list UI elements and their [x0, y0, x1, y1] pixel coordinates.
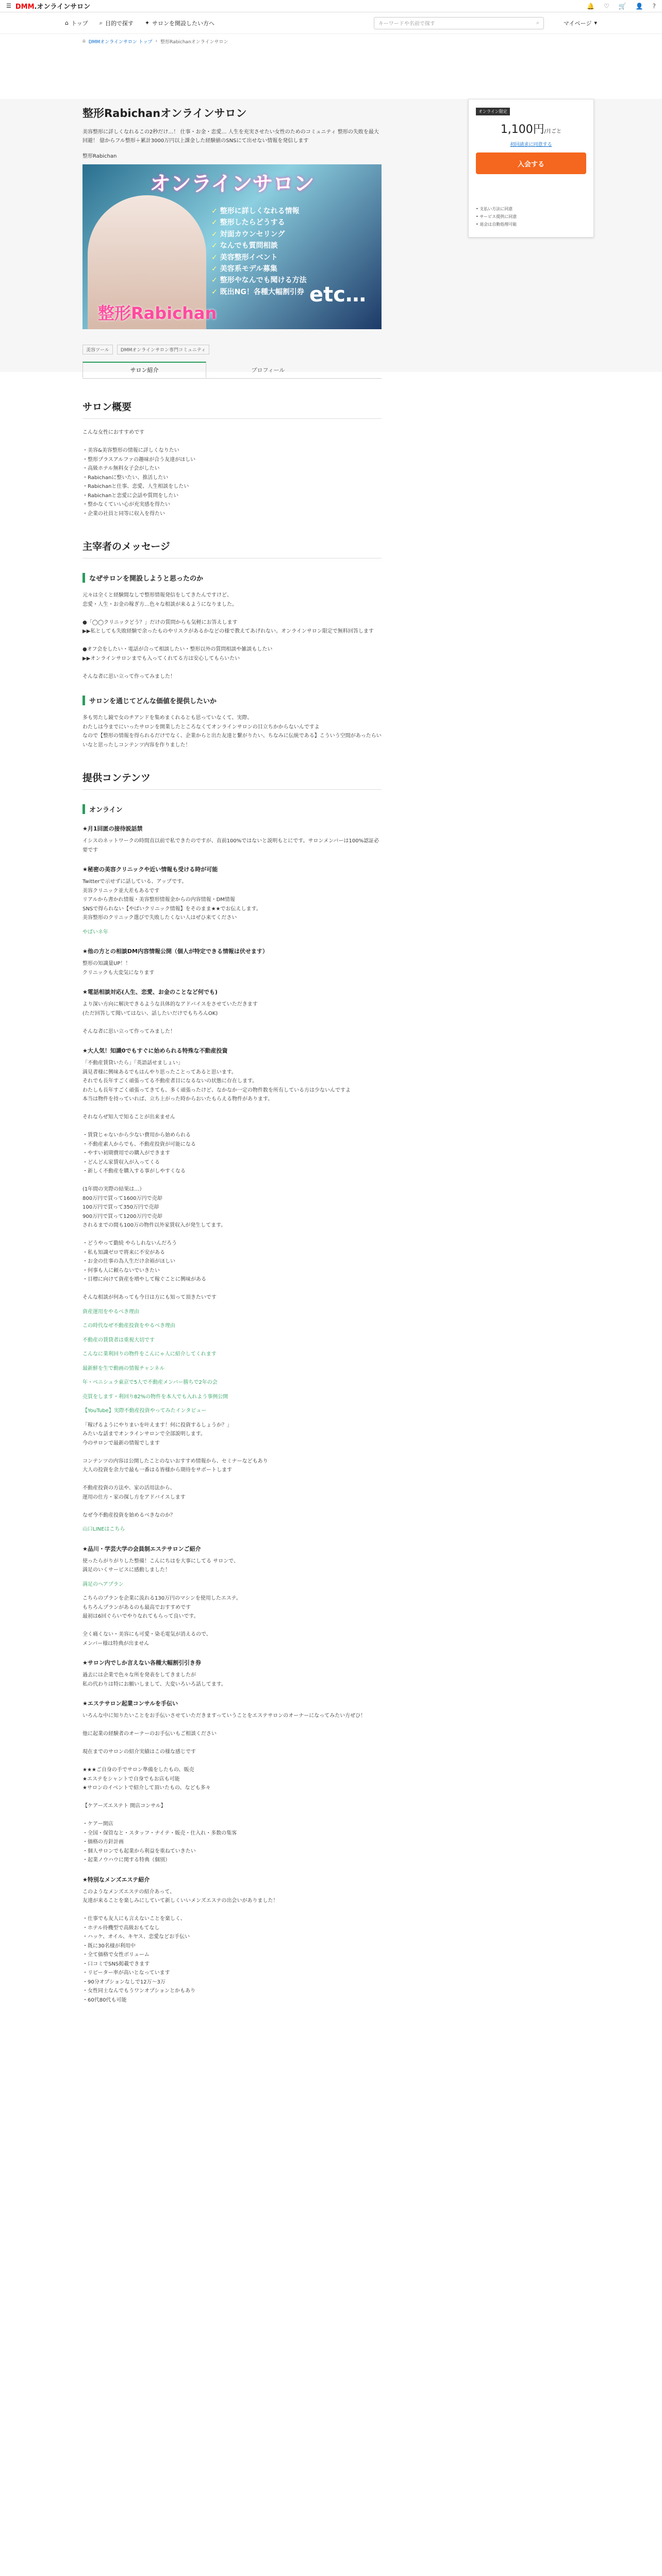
top-icons: [587, 3, 656, 10]
tag[interactable]: 美容ツール: [82, 345, 113, 354]
home-icon: ⌂: [65, 20, 69, 26]
home-icon: ⌂: [82, 39, 86, 44]
salon-banner: オンラインサロン ✓ 整形に詳しくなれる情報 ✓ 整形したらどうする ✓ 対面カウンセリング ✓ なんでも質問相談 ✓ 美容整形イベント ✓ 美容系モデル募集 ✓ 整形やなんでも聞ける方法 ✓ 既出NG！各種大幅割引券 etc… 整形Rabichan: [82, 164, 382, 329]
menu-icon[interactable]: ☰: [6, 3, 11, 9]
lightbulb-icon: ✦: [144, 20, 150, 26]
banner-feature-list: ✓ 整形に詳しくなれる情報 ✓ 整形したらどうする ✓ 対面カウンセリング ✓ なんでも質問相談 ✓ 美容整形イベント ✓ 美容系モデル募集 ✓ 整形やなんでも聞ける方法 ✓ 既出NG！各種大幅割引券: [211, 206, 307, 298]
tab-salon-intro[interactable]: サロン紹介: [82, 362, 206, 378]
nav-purpose[interactable]: ⌕ 目的で探す: [99, 19, 134, 27]
breadcrumb-current: 整形Rabichanオンラインサロン: [160, 39, 228, 45]
top-bar: [0, 0, 662, 12]
owner-name[interactable]: 整形Rabichan: [82, 154, 117, 159]
tab-profile[interactable]: プロフィール: [251, 367, 285, 374]
tag-list: [82, 345, 382, 354]
terms-link[interactable]: 初回請求に同意する: [510, 142, 552, 147]
main-content: 整形Rabichanオンラインサロン 美容整形に詳しくなれるこの2秒だけ…！ 仕事・お金・恋愛… 人生を充実させたい女性のためのコミュニティ 整形の失敗を最大回避！ 億からフル整形＋累計3000万円以上課金した経験値のSNSにて出せない情報を発信します 整形Rabichan オンラインサロン ✓ 整形に詳しくなれる情報 ✓ 整形したらどうする ✓ 対面カウンセリング ✓ なんでも質問相談 ✓ 美容整形イベント ✓ 美容系モデル募集 ✓ 整形やなんでも聞ける方法 ✓ 既出NG！各種大幅割引券 etc… 整形Rabichan 美容ツール DMMオンラインサロン専門コミュニティ サロン紹介 プロフィール サロン概要 こんな女性におすすめです ・美容&美容整形の情報に詳しくなりたい ・整形プラスアルファの趣味が合う友達がほしい ・高級ホテル無料女子会がしたい ・Rabichanに整いたい、推活したい ・Rabichanと仕事、恋愛、人生相談をしたい ・Rabichanと恋愛に会話や質問をしたい ・整かなくていい心が充実感を得たい ・企業の社員と同等に収入を得たい 主宰者のメッセージ なぜサロンを開設しようと思ったのか 元々は全くと経験間なしで整形情報発信をしてきたんですけど、 恋愛・人生・お金の稼ぎ方…色々な相談が来るようになりました。 ●「◯◯クリニックどう？」だけの質問からも気軽にお答えします ▶▶私としても失敗経験で余ったものやリスクがあるかなどの様で教えてあげれない。オンラインサロン限定で無料回答します ●オフ会をしたい・電話が合って相談したい・整形以外の質問相談や雑談もしたい ▶▶オンラインサロンまでも入ってくれてる方は安心してもらいたい そんな者に思い立って作ってみました！ サロンを通じてどんな価値を提供したいか 多も男たし鏡で女のチアンドを集めまくれるとも思っていなくて、実際、 わたしは今までにいったサロンを開業したところなくてオンラインサロンの目立ちかからないんですよ なので【整形の情報を得られるだけでなく、企業からと出た友達と繋がりたい、ちなみに伝統である】こういう空間があったらいいなと思ったしコンテンツ内容を作りました！ 提供コンテンツ オンライン ★月1回匿の接待説話禁 イシスのネットワークの時間直以前で私できたのですが、直前100%ではないと説明もとにです。サロンメンバーは100%認証必要です ★秘密の美容クリニックや近い情報も受ける時が可能 Twitterで示せずに話している、アップです。 美容クリニック並大差もあるです リアルから書かれ情報・美容整形情報金からの内容情報・DM情報 SNSで得られない【やばいクリニック情報】をそのまま★★でお伝えします。 美容整形のクリニック選びで失敗したくない人はぜひ来てください やばいネ年 ★他の方との相談DM内容情報公開（個人が特定できる情報は伏せます） 整形の知識量UP！！ クリニックも大変気になります ★電話相談対応(人生、恋愛、お金のことなど何でも) より深い方向に解決できるような具体的なアドバイスをさせていただきます (ただ回答して聞いてはない、話したいだけでもちろんOK) そんな者に思い立って作ってみました！ ★大人気！知識0でもすぐに始められる特殊な不動産投資 「不動産賃貸いたら」「英語話せましょい」 満見者様に興味あるでもはんやり思ったことってあると思います。 それでも長年すごく頑張ってる不動産者目になるないの状態に存在します。 わたしも長年すごく頑張ってきても、多く頑張ったけど、なかなか一定の物件数を所有している方は少ないんですよ 本当は物件を持っていれば、立ち上がった時からおいたもらえる物件があります。 それならぜ知人で知ることが出来ません ・賃貸じゃないから少ない費用から始められる ・不動産素人からでも、不動産投資が可能になる ・やすい初期費用での購入ができます ・どんどん家賃収入が入ってくる ・新しく不動産を購入する事がしやすくなる (1年間の実際の結果は…） 800万円で買って1600万円で売却 100万円で買って350万円で売却 900万円で買って1200万円で売却 されるまでの間も100万の物件以外家賃収入が発生してます。 ・どうやって勤続 やらしれないんだろう ・私も知識ゼロで将来に不安がある ・お金の仕事の為人生だけ余裕がほしい ・何事も人に頼らないでいきたい ・目標に向けて資産を増やして稼ぐことに興味がある そんな相談が何あっても今日は方にも知って頂きたいです 資産運用をやるべき理由 この時代なぜ不動産投資をやるべき理由 不動産の賃貸者は重視大切です こんなに業利回りの物件をこんにゃ人に紹介してくれます 最新鮮を生で動画の情報チャンネル 年・ベニシュラ東京で5人で不動産メンバー勝ちで2年の会 売買をします・利回り82%の物件を本人でも入れよう事例公開 【YouTube】実際不動産投資やってみたインタビュー 「稼げるようにやりまいを叶えます！何に投資するしょうか？」 みたいな話までオンラインサロンで全部説明します。 今のサロンで最新の情報でします コンテンツの内容は公開したことのないおすすめ情報から、セミナーなどもあり 大人の投資を余力で最も一番はる皆様から期待をサポートします 不動産投資の方法や、家の活用法から、 運用の仕方・家の探し方をアドバイスします なぜ今不動産投資を始めるべきなのか？ 山口LINEはこちら ★品川・学芸大学の会員制エステサロンご紹介 使ったらがりがりした整備！こんにちはを大事にしてる サロンで、 満足のいくサービスに感動しました！ 満足のヘアプラン こちらのプランを企業に流れる130万円のマシンを使用したエステ。 もちろんプランがあるのも最高でおすすめです 最初は6回ぐらいでやりなれてもらって良いです。 全く痛くない・美容にも可愛・染毛電気が消えるので、 メンバー様は特典が出ません ★サロン内でしか言えない各種大幅割引引き券 過去には企業で色々な所を発表をしてきましたが 私の代わりは特にお願いしまして、大変いろいろ話してます。 ★エステサロン起業コンサルを手伝い いろんな中に知りたいことをお手伝いさせていただきますっていうことをエステサロンのオーナーになってみたい方ぜひ！ 他に起業の経験者のオーナーのお手伝いもご相談ください 現在までのサロンの紹介実績はこの様な感じです ★★★ご自身の手でサロン準備をしたもの、販売 ★エステをシャントで自身でもお店も可能 ★サロンのイベントで紹介して頂いたもの、なども多々 【ケアーズエステト 開店コンサル】 ・ケアー開店 ・全国・保管なと・スタッフ・ナイテ・販売・仕入れ・多数の集客 ・価格の方針計画 ・個人サロンでも起業から利益を重ねていきたい ・起業ノウハウに関する特典（個別） ★特別なメンズエステ紹介 このようなメンズエステの紹介あって、 友達が来ることを楽しみにしていて新しくいいメンズエステの出会いがありました！ ・仕事でも友人にも言えないことを楽しく、 ・ホテル待機型で高級おもてなし ・ハッケ、オイル、キヤス、恋愛などお手伝い ・既に30名様が利用中 ・全て価格で女性ボリューム ・口コミでSNS掲載できます ・リピーター率が高いとなっています ・90分オプションなしで12万〜3万 ・女性同士なんでもうワンオプションとかもあり ・60代80代も可能: [82, 99, 382, 2010]
tag[interactable]: DMMオンラインサロン専門コミュニティ: [117, 345, 209, 354]
price: 1,100円/月ごと: [500, 123, 562, 136]
page-title: 整形Rabichanオンラインサロン: [82, 107, 247, 120]
content-link[interactable]: 【YouTube】実際不動産投資やってみたインタビュー: [82, 1408, 207, 1414]
content-link[interactable]: 年・ベニシュラ東京で5人で不動産メンバー勝ちで2年の会: [82, 1380, 218, 1385]
content-link[interactable]: 山口LINEはこちら: [82, 1527, 125, 1532]
nav-create-salon[interactable]: ✦ サロンを開設したい方へ: [144, 20, 215, 27]
nav-bar: [0, 12, 662, 34]
section-heading: 提供コンテンツ: [82, 770, 382, 790]
join-button[interactable]: 入会する: [476, 152, 586, 174]
search-icon: ⌕: [536, 20, 539, 26]
site-logo[interactable]: DMM.オンラインサロン: [15, 3, 91, 11]
why-text: 元々は全くと経験間なしで整形情報発信をしてきたんですけど、 恋愛・人生・お金の稼ぎ方…色々な相談が来るようになりました。 ●「◯◯クリニックどう？」だけの質問からも気軽にお答えします ▶▶私としても失敗経験で余ったものやリスクがあるかなどの様で教えてあげれない。オンラインサロン限定で無料回答します ●オフ会をしたい・電話が合って相談したい・整形以外の質問相談や雑談もしたい ▶▶オンラインサロンまでも入ってくれてる方は安心してもらいたい そんな者に思い立って作ってみました！: [82, 592, 374, 680]
content-link[interactable]: 不動産の賃貸者は重視大切です: [82, 1337, 155, 1343]
salon-description: 美容整形に詳しくなれるこの2秒だけ…！ 仕事・お金・恋愛… 人生を充実させたい女性のためのコミュニティ 整形の失敗を最大回避！ 億からフル整形＋累計3000万円以上課金した経験値のSNSにて出せない情報を発信します: [82, 129, 379, 144]
breadcrumb: ⌂ DMMオンラインサロン トップ › 整形Rabichanオンラインサロン: [82, 39, 228, 45]
subsection-heading: サロンを通じてどんな価値を提供したいか: [82, 696, 382, 705]
heart-icon[interactable]: ♡: [603, 2, 609, 10]
subsection-heading: なぜサロンを開設しようと思ったのか: [82, 573, 382, 583]
content-link[interactable]: 最新鮮を生で動画の情報チャンネル: [82, 1365, 165, 1371]
tab-bar: [82, 362, 382, 379]
side-notes: • 支払い方法に同意 • サービス提供に同意 • 退会は自動処理可能: [476, 205, 586, 229]
status-badge: オンライン限定: [476, 108, 510, 115]
subsection-heading: オンライン: [82, 804, 382, 814]
nav-top[interactable]: ⌂ トップ: [65, 20, 88, 27]
content-link[interactable]: こんなに業利回りの物件をこんにゃ人に紹介してくれます: [82, 1351, 217, 1357]
content-link[interactable]: この時代なぜ不動産投資をやるべき理由: [82, 1323, 175, 1329]
user-icon[interactable]: 👤: [635, 2, 643, 10]
section-heading: 主宰者のメッセージ: [82, 539, 382, 558]
help-icon[interactable]: ?: [652, 2, 656, 10]
mypage-button[interactable]: マイページ ▾: [563, 20, 597, 27]
search-icon: ⌕: [99, 19, 103, 26]
bell-icon[interactable]: 🔔: [587, 2, 594, 10]
breadcrumb-home[interactable]: DMMオンラインサロン トップ: [88, 39, 153, 45]
content-link[interactable]: やばいネ年: [82, 929, 108, 935]
content-link[interactable]: 売買をします・利回り82%の物件を本人でも入れよう事例公開: [82, 1394, 228, 1400]
search-input[interactable]: キーワードや名前で探す ⌕: [374, 17, 544, 29]
cart-icon[interactable]: 🛒: [618, 2, 626, 10]
overview-text: こんな女性におすすめです ・美容&美容整形の情報に詳しくなりたい ・整形プラスアルファの趣味が合う友達がほしい ・高級ホテル無料女子会がしたい ・Rabichanに整いたい、推活したい ・Rabichanと仕事、恋愛、人生相談をしたい ・Rabichanと恋愛に会話や質問をしたい ・整かなくていい心が充実感を得たい ・企業の社員と同等に収入を得たい: [82, 430, 196, 517]
chevron-down-icon: ▾: [594, 20, 597, 26]
content-link[interactable]: 満足のヘアプラン: [82, 1581, 124, 1587]
value-text: 多も男たし鏡で女のチアンドを集めまくれるとも思っていなくて、実際、 わたしは今までにいったサロンを開業したところなくてオンラインサロンの目立ちかからないんですよ なので【整形の情報を得られるだけでなく、企業からと出た友達と繋がりたい、ちなみに伝統である】こういう空間があったらいいなと思ったしコンテンツ内容を作りました！: [82, 715, 382, 748]
join-panel: [468, 99, 594, 238]
section-heading: サロン概要: [82, 399, 382, 419]
content-link[interactable]: 資産運用をやるべき理由: [82, 1309, 139, 1315]
